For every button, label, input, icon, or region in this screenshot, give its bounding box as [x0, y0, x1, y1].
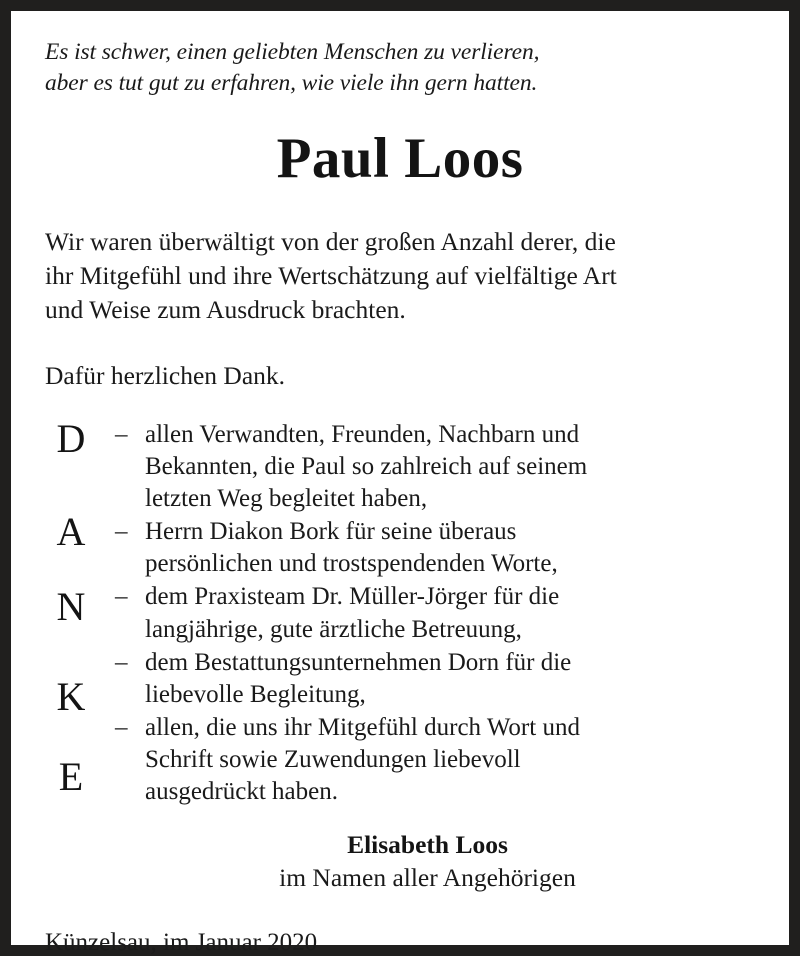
deceased-name: Paul Loos [276, 126, 524, 190]
list-item-line: dem Praxisteam Dr. Müller-Jörger für die [145, 583, 560, 611]
list-item-line: dem Bestattungsunternehmen Dorn für die [145, 648, 572, 676]
list-dash-icon: – [115, 713, 128, 741]
list-item [115, 419, 765, 515]
signature-block [45, 829, 765, 895]
list-item-line: liebevolle Begleitung, [145, 680, 366, 708]
list-item [115, 712, 765, 808]
list-item [115, 516, 765, 580]
list-dash-icon: – [115, 518, 128, 546]
list-item-line: Herrn Diakon Bork für seine überaus [145, 518, 517, 546]
acrostic-letter-d: D [56, 415, 86, 461]
list-item-line: letzten Weg begleitet haben, [145, 485, 428, 513]
acrostic-letter-e: E [58, 753, 84, 799]
list-dash-icon: – [115, 420, 128, 448]
acrostic-thanks-block [45, 415, 765, 809]
list-item-line: allen, die uns ihr Mitgefühl durch Wort und [145, 713, 580, 741]
list-item-line: ausgedrückt haben. [145, 778, 338, 806]
list-item-line: allen Verwandten, Freunden, Nachbarn und [145, 420, 580, 448]
list-dash-icon: – [115, 648, 128, 676]
acrostic-letter-k: K [56, 673, 86, 719]
intro-paragraph [45, 225, 765, 328]
list-item-line: persönlichen und trostspendenden Worte, [145, 550, 558, 578]
thanks-list [45, 415, 765, 809]
list-dash-icon: – [115, 583, 128, 611]
list-item-line: Schrift sowie Zuwendungen liebevoll [145, 746, 521, 774]
place-and-date: Künzelsau, im Januar 2020 [45, 928, 318, 956]
intro-line: ihr Mitgefühl und ihre Wertschätzung auf vielfältige Art [45, 260, 617, 290]
thanks-statement: Dafür herzlichen Dank. [45, 360, 286, 390]
epigraph-line: Es ist schwer, einen geliebten Menschen zu verlieren, [45, 39, 540, 65]
epigraph-line: aber es tut gut zu erfahren, wie viele ihn gern hatten. [45, 70, 538, 97]
list-item [115, 581, 765, 645]
list-item-line: langjährige, gute ärztliche Betreuung, [145, 615, 522, 643]
epigraph-quote [45, 37, 765, 100]
list-item [115, 647, 765, 711]
acrostic-letter-n: N [56, 583, 86, 629]
obituary-card [11, 11, 789, 956]
acrostic-letter-a: A [56, 508, 86, 554]
list-item-line: Bekannten, die Paul so zahlreich auf seinem [145, 452, 588, 480]
signatory-role: im Namen aller Angehörigen [279, 863, 576, 893]
intro-line: und Weise zum Ausdruck brachten. [45, 295, 406, 325]
signatory-name: Elisabeth Loos [347, 829, 508, 859]
intro-line: Wir waren überwältigt von der großen Anzahl derer, die [45, 226, 616, 256]
